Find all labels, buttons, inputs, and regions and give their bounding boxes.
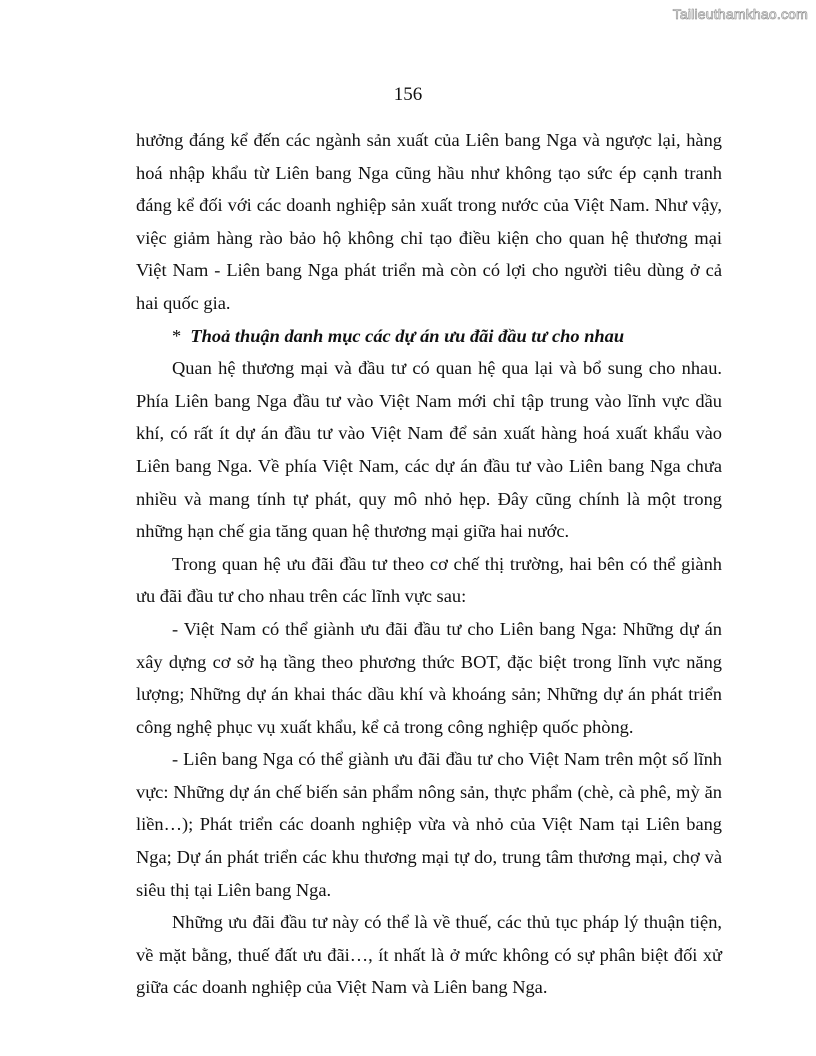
page-number: 156: [393, 84, 423, 105]
paragraph: Những ưu đãi đầu tư này có thể là về thuế, các thủ tục pháp lý thuận tiện, về mặt bằng, thuế đất ưu đãi…, ít nhất là ở mức không có sự phân biệt đối xử giữa các doanh nghiệp của Việt Nam và Liên bang Nga.: [136, 912, 722, 998]
section-heading: [136, 320, 722, 353]
section-heading-text: Thoả thuận danh mục các dự án ưu đãi đầu tư cho nhau: [190, 325, 625, 346]
paragraph: Quan hệ thương mại và đầu tư có quan hệ qua lại và bổ sung cho nhau. Phía Liên bang Nga đầu tư vào Việt Nam mới chỉ tập trung vào lĩnh vực dầu khí, có rất ít dự án đầu tư vào Việt Nam để sản xuất hàng hoá xuất khẩu vào Liên bang Nga. Về phía Việt Nam, các dự án đầu tư vào Liên bang Nga chưa nhiều và mang tính tự phát, quy mô nhỏ hẹp. Đây cũng chính là một trong những hạn chế gia tăng quan hệ thương mại giữa hai nước.: [136, 358, 722, 542]
list-item: - Việt Nam có thể giành ưu đãi đầu tư cho Liên bang Nga: Những dự án xây dựng cơ sở hạ tầng theo phương thức BOT, đặc biệt trong lĩnh vực năng lượng; Những dự án khai thác dầu khí và khoáng sản; Những dự án phát triển công nghệ phục vụ xuất khẩu, kể cả trong công nghiệp quốc phòng.: [136, 618, 722, 737]
heading-bullet: *: [172, 325, 182, 346]
paragraph: Trong quan hệ ưu đãi đầu tư theo cơ chế thị trường, hai bên có thể giành ưu đãi đầu tư cho nhau trên các lĩnh vực sau:: [136, 553, 722, 607]
document-body: [136, 124, 722, 1004]
paragraph: hưởng đáng kể đến các ngành sản xuất của Liên bang Nga và ngược lại, hàng hoá nhập khẩu từ Liên bang Nga cũng hầu như không tạo sức ép cạnh tranh đáng kể đối với các doanh nghiệp sản xuất trong nước của Việt Nam. Như vậy, việc giảm hàng rào bảo hộ không chỉ tạo điều kiện cho quan hệ thương mại Việt Nam - Liên bang Nga phát triển mà còn có lợi cho người tiêu dùng ở cả hai quốc gia.: [136, 130, 722, 313]
watermark-text: Tailieuthamkhao.com: [672, 6, 808, 22]
list-item: - Liên bang Nga có thể giành ưu đãi đầu tư cho Việt Nam trên một số lĩnh vực: Những dự án chế biến sản phẩm nông sản, thực phẩm (chè, cà phê, mỳ ăn liền…); Phát triển các doanh nghiệp vừa và nhỏ của Việt Nam tại Liên bang Nga; Dự án phát triển các khu thương mại tự do, trung tâm thương mại, chợ và siêu thị tại Liên bang Nga.: [136, 749, 722, 900]
